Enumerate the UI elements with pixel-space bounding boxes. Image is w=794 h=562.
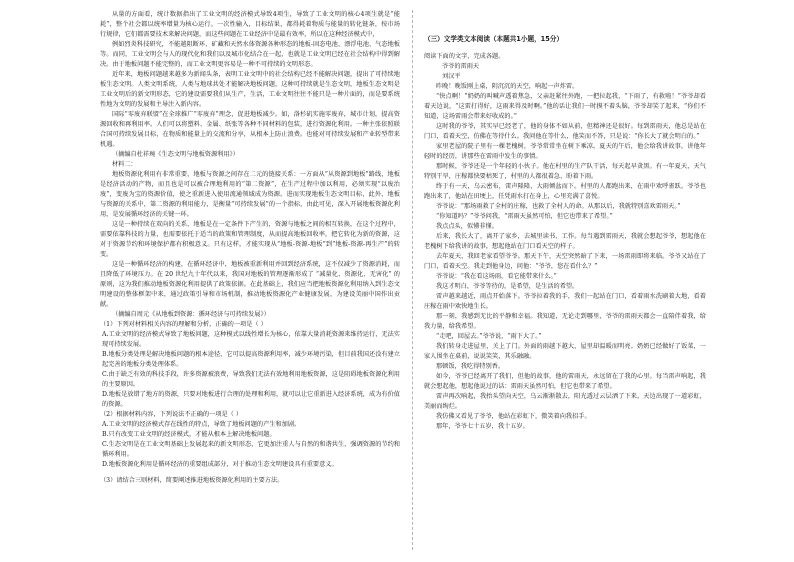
question-1-option-b: B.地板分类处理是解决地板问题的根本途径，它可以提高资源利用率，减少环境污染，但目前我国还没有建立起完善的地板分类处理体系。 xyxy=(102,351,400,368)
question-1: （1）下列对材料相关内容的理解和分析，正确的一项是（ ） xyxy=(100,321,267,328)
question-2: （2）根据材料内容，下列说法不正确的一项是（ ） xyxy=(100,411,243,418)
story-paragraph: “你知道吗？”爷爷问我，“雷雨天虽然可怕，但它也带来了希望。” xyxy=(436,213,613,220)
story-paragraph: 爷爷说：“我在看这场雨，看它能带来什么。” xyxy=(436,273,557,280)
question-1-option-a: A.工业文明的经济模式导致了地板问题，这种模式以线性增长为核心，依靠大量消耗资源来维持运行，无法实现可持续发展。 xyxy=(102,331,400,348)
question-2-option-c: C.生态文明是在工业文明基础上发展起来的新文明形态，它更加注重人与自然的和谐共生，强调资源的节约和循环利用。 xyxy=(102,441,400,458)
story-paragraph: 我点点头，似懂非懂。 xyxy=(436,223,498,230)
question-1-option-d: D.地板是放错了地方的资源，只要对地板进行合理的处理和利用，就可以让它重新进入经济系统，成为有价值的资源。 xyxy=(102,391,400,408)
story-title: 爷爷的雷雨天 xyxy=(442,63,480,70)
question-3: （3）请结合三则材料，简要阐述推进地板资源化利用的主要方法。 xyxy=(100,477,284,484)
story-paragraph: “快点啊！”奶奶的叫喊声透着焦急，父亲赶紧往外跑，一把拉起我，“下雨了，有救啦！”爷爷却看着天边说，“这雷打得好，这雨来得及时啊。”他的话让我们一时摸不着头脑，爷爷却笑了起来，“你们不知道，这场雷雨会带来好收成的。” xyxy=(424,93,706,120)
material1-source: （摘编自杜祥琬《生态文明与地板资源利用》） xyxy=(112,151,239,158)
question-2-option-d: D.地板资源化利用是循环经济的重要组成部分，对于推动生态文明建设具有重要意义。 xyxy=(102,461,338,468)
story-paragraph: 我们转身走进屋里，关上了门。外面的雨越下越大，屋里却温暖而明亮。奶奶已经做好了饭菜，一家人围坐在桌前，说说笑笑，其乐融融。 xyxy=(424,343,706,360)
story-paragraph: 后来，我长大了，离开了家乡，去城里读书、工作。每当遇到雷雨天，我就会想起爷爷，想起他在老槐树下给我讲的故事，想起他站在门口看天空的样子。 xyxy=(424,233,706,250)
material2-source: （摘编自周元《从地板到资源：循环经济与可持续发展》） xyxy=(112,311,270,318)
question-2-option-a: A.工业文明的经济模式存在线性的特点，导致了地板问题的产生和加剧。 xyxy=(102,421,301,428)
right-column xyxy=(424,10,706,550)
column-divider xyxy=(412,10,413,550)
story-paragraph: 雷声越来越近，雨点开始落下。爷爷拉着我的手，我们一起站在门口，看着雨水洗刷着大地，看着庄稼在雨中欢快地生长。 xyxy=(424,293,706,310)
story-paragraph: 如今，爷爷已经离开了我们，但他的故事，他的雷雨天，永远留在了我的心里。每当雷声响起，我就会想起他，想起他说过的话：雷雨天虽然可怕，但它也带来了希望。 xyxy=(424,373,706,390)
material1-para1b: 例如烈炎科技研究，不能越阻断环、矿藏和天然水体资源各种形态的地板-固态电池、漂浮电池、气态地板等。而同，工业文明会与人的现代化和我们以及城市化结合在一起，也就是工业文明已经在社会结构中得到解决。由于地板问题不能完整的，而工业文明更容易是一种不可持续的文明形态。 xyxy=(100,41,400,68)
story-paragraph: 那顿饭，我吃得特别香。 xyxy=(436,363,505,370)
story-paragraph: 终于有一天，乌云密布，雷声隆隆，大雨倾盆而下。村里的人都跑出来，在雨中欢呼雀跃。爷爷也跑出来了，他站在田埂上，任凭雨水打在身上，心里充满了喜悦。 xyxy=(424,183,706,200)
story-paragraph: 昨晚！晚饭刚上桌，阴沉沉的天空，响起一声炸雷。 xyxy=(436,83,579,90)
story-author: 刘汉平 xyxy=(442,73,461,80)
reading-instruction: 阅读下面的文字，完成各题。 xyxy=(424,53,505,60)
material2-para3: 这是一种循环经济的构建，在循环经济中，地板被重新利用并回到经济系统，这不仅减少了资源消耗，而且降低了环境压力。在 20 世纪九十年代以来，我国对地板的管理逐渐形成了 “减量化、资源化、无害化” 的原则，这为我们推动地板资源化利用提供了政策依据。在此基础上，我们应当把地板资源化利用纳入到生态文明建设的整体框架中来，通过政策引导和市场机制，推动地板资源化产业健康发展，为建设美丽中国作出贡献。 xyxy=(100,261,400,308)
material1-para3: 国际“零废弃联盟”在全球推广“零废弃”理念，促进地板减少。如，洛杉矶实施零废弃，城市计划，提高资源回收和再利用率。人们可以将塑料、金属、纸张等各种不同材料的包装，进行资源化利用。一种主张依照联合国可持续发展目标，在物质和能量上的交流和分享，从根本上防止浪费。也能对可持续发展和产业转型带来机遇。 xyxy=(100,111,400,148)
question-2-option-b: B.只有改变工业文明的经济模式，才能从根本上解决地板问题。 xyxy=(102,431,276,438)
section-title: （三）文学类文本阅读（本题共1小题，15分） xyxy=(424,35,564,43)
material1-para2: 近年来，地板问题越来越多为新闻头条，表明工业文明中的社会结构已经不能解决问题，提出了可持续地板生态文明。人类文明系统，人类与地球共处才能解决地板问题，这种可持续就是生态文明，地板生态文明是工业文明后的新文明形态，它的建设需要我们从生产，生活，工业文明往往不能只是一种片面的，而是要系统性地为文明的发展和主导注入新内容。 xyxy=(100,71,400,108)
story-paragraph: 爷爷说：“那场雨救了全村的庄稼，也救了全村人的命。从那以后，我就特别喜欢雷雨天。” xyxy=(436,203,681,210)
story-paragraph: 我这才明白，爷爷等待的，是希望，是生活的希望。 xyxy=(436,283,579,290)
story-paragraph: 这时我的爷爷，其实早已经老了，他的身体不如从前，但精神还是很好。每到雷雨天，他总是站在门口，看着天空，仿佛在等待什么。我问他在等什么，他笑而不答，只是说：“你长大了就会明白的。” xyxy=(424,123,706,140)
story-paragraph: 那年，爷爷七十五岁，我十五岁。 xyxy=(436,423,529,430)
story-paragraph: 雷声再次响起，我抬头望向天空，乌云渐渐散去，阳光透过云层洒了下来。天边出现了一道彩虹，美丽而绚烂。 xyxy=(424,393,706,410)
story-paragraph: “走吧，回屋去。”爷爷说，“雨下大了。” xyxy=(436,333,542,340)
story-paragraph: 那时候，爷爷还是一个年轻的小伙子。他在村里的生产队干活，每天起早贪黑。有一年夏天，天气特别干旱，庄稼都快要枯死了，村里的人都很着急，盼着下雨。 xyxy=(424,163,706,180)
material2-para2: 这是一种持续在双向的关系，地板是在一定条件下产生的，资源与地板之间的相互转换，在这个过程中，需要依靠科技的力量，也需要依托于适当的政策和管理制度，从而提高地板回收率，把它转化为新的资源，这对于资源节约和环境保护都有积极意义。只有这样，才能实现从“地板-资源-地板”到“地板-资源-再生产”的转变。 xyxy=(100,221,400,258)
left-column xyxy=(100,10,400,550)
question-1-option-c: C.由于缺乏有效的科技手段，许多资源被浪费，导致我们无法有效地利用地板资源，这是阻碍地板资源化利用的主要原因。 xyxy=(102,371,400,388)
story-paragraph: 我仿佛又看见了爷爷，他站在彩虹下，微笑着向我招手。 xyxy=(436,413,591,420)
material2-para1: 地板资源化利用有非常重要，地板与资源之间存在二元的链接关系：一方面从“从资源到地板”路线，地板是经济活动的产物，而且也是可以被合理地利用的“第二资源”，在生产过程中加以利用，必须实现“以废治废”，变废为宝的资源价值，使之重新进入使用流通领域成为资源。进而实现地板生态文明目标，此外，地板与资源的关系中，第二资源的利用能力，是衡量“可持续发展”的一个指标，由此可见，深入开展地板资源化利用，是发展循环经济的关键一环。 xyxy=(100,171,400,218)
story-paragraph: 去年夏天，我回老家看望爷爷。那天下午，天空突然暗了下来，一场雷雨即将来临。爷爷又站在了门口，看着天空。我走到他身边，问他：“爷爷，您在看什么？” xyxy=(424,253,706,270)
material1-para1: 从量的方面看，统计数据指出了工业文明的经济模式导致4项生，导致了工业文明的核心4项生就是“能耗”，整个社会都以统率增量为核心运行。一次性输入，目标结果，都得耗着物质与能量的转化链条，按市场行规律，它们都需要技术来解决问题，而这些问题在工业经济中是最有效率，所以在这种经济模式中， xyxy=(100,11,400,38)
material2-label: 材料二： xyxy=(112,161,137,168)
story-paragraph: 家里老屋的院子里有一棵老槐树，爷爷常常坐在树下乘凉。夏天的午后，他会给我讲故事，讲他年轻时的经历，讲那些在雷雨中发生的事情。 xyxy=(424,143,706,160)
story-paragraph: 那一刻，我感到无比的平静和幸福。我知道，无论走到哪里，爷爷的雷雨天都会一直陪伴着我，给我力量，给我希望。 xyxy=(424,313,706,330)
